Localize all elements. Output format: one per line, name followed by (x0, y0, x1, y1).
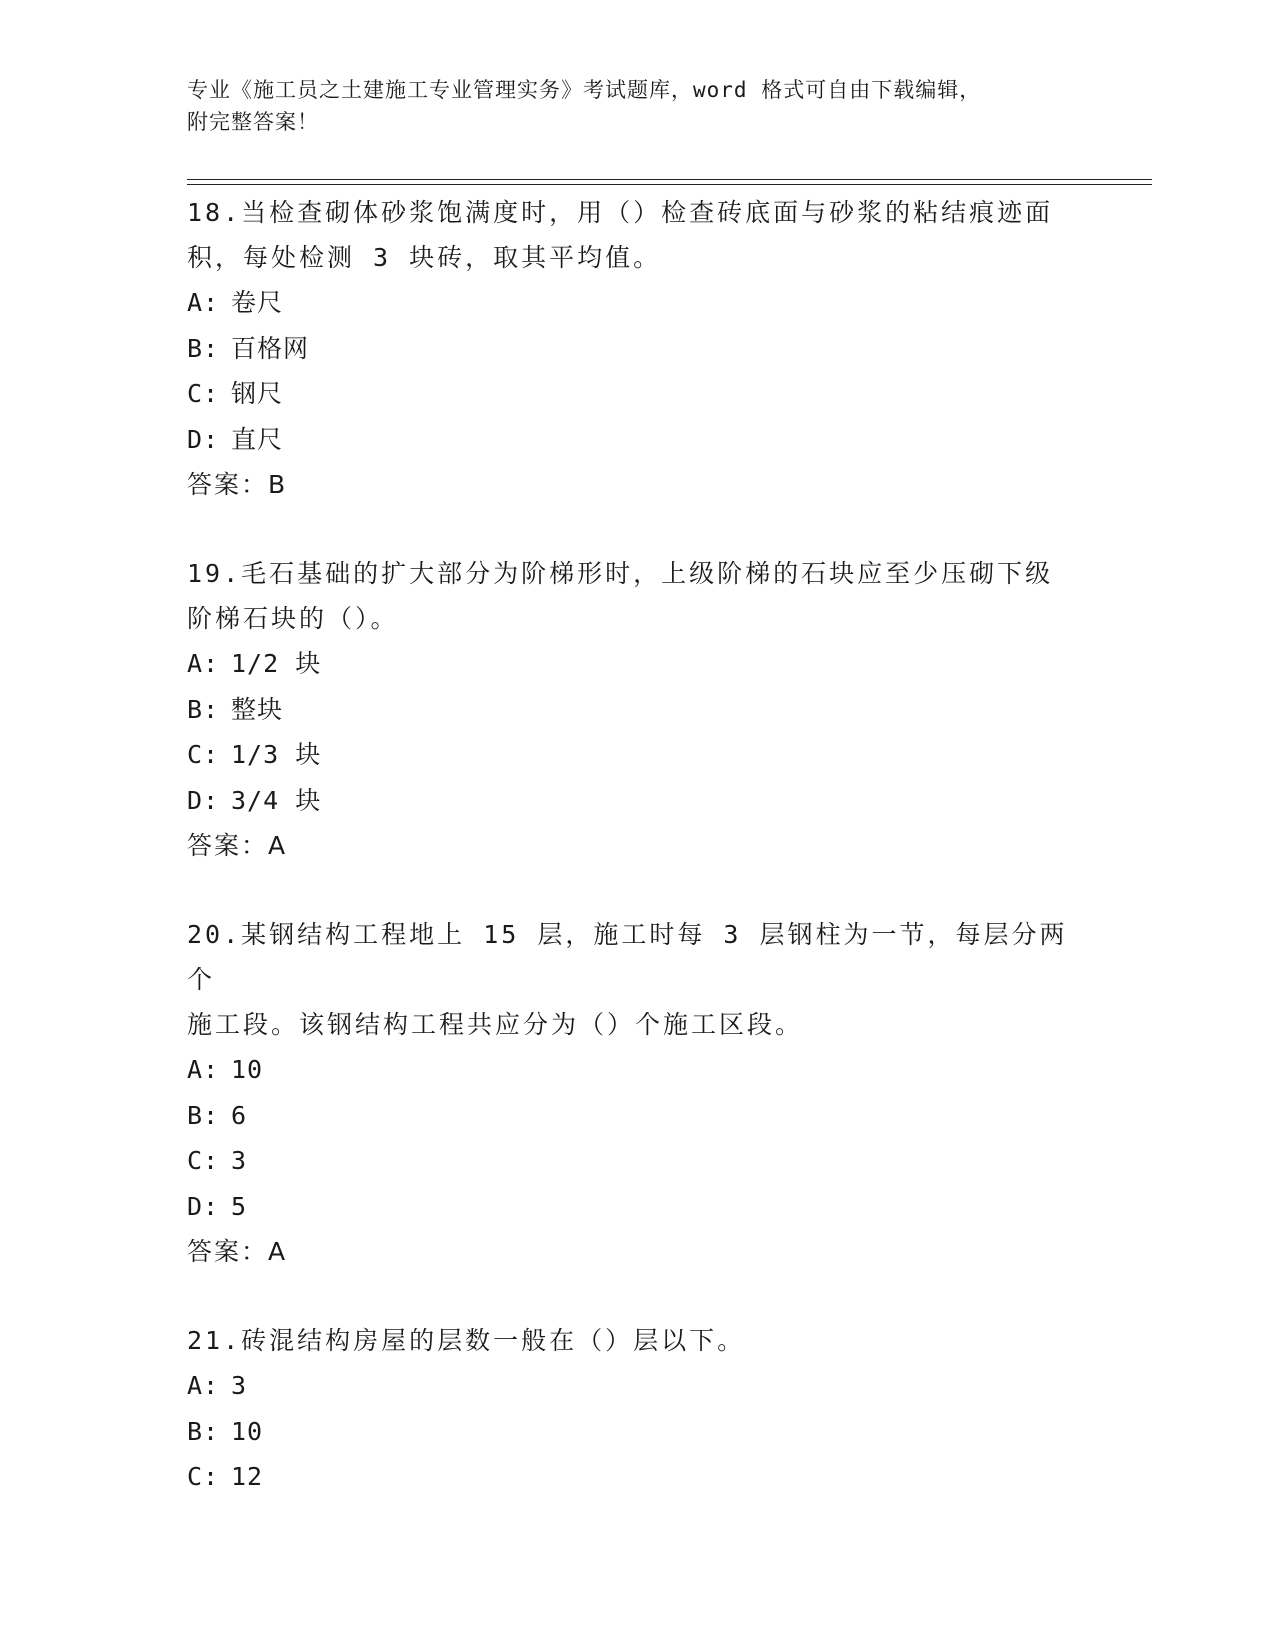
option-key: B: (187, 333, 220, 363)
option-a (187, 641, 1087, 687)
question-list (187, 190, 1087, 1544)
option-b (187, 687, 1087, 733)
option-a (187, 280, 1087, 326)
option-c (187, 1454, 1087, 1500)
question-18 (187, 190, 1087, 507)
option-key: C: (187, 1462, 220, 1491)
option-key: C: (187, 740, 220, 769)
option-c (187, 732, 1087, 778)
option-c (187, 1138, 1087, 1184)
document-header (187, 74, 1067, 138)
option-text: 百格网 (231, 333, 310, 363)
option-key: C: (187, 379, 220, 408)
option-key: D: (187, 785, 220, 815)
option-key: D: (187, 424, 220, 454)
option-text: 1/3 块 (231, 740, 322, 769)
option-c (187, 371, 1087, 417)
question-19 (187, 551, 1087, 868)
option-key: B: (187, 694, 220, 724)
option-text: 直尺 (231, 424, 284, 454)
option-key: B: (187, 1100, 220, 1130)
option-text: 12 (231, 1462, 264, 1491)
answer-line: 答案：A (187, 1237, 288, 1266)
option-a (187, 1047, 1087, 1093)
option-d (187, 1184, 1087, 1230)
question-stem-line: 18.当检查砌体砂浆饱满度时，用（）检查砖底面与砂浆的粘结痕迹面 (187, 198, 1054, 227)
header-line-2: 附完整答案！ (187, 110, 319, 134)
option-text: 10 (231, 1055, 264, 1084)
option-text: 1/2 块 (231, 649, 322, 678)
question-stem-line: 施工段。该钢结构工程共应分为（）个施工区段。 (187, 1010, 804, 1039)
option-key: A: (187, 649, 220, 678)
option-key: C: (187, 1146, 220, 1175)
option-d (187, 417, 1087, 463)
question-stem-line: 21.砖混结构房屋的层数一般在（）层以下。 (187, 1326, 746, 1355)
header-divider-bottom (187, 184, 1152, 185)
question-stem-line: 积，每处检测 3 块砖，取其平均值。 (187, 243, 662, 272)
option-key: D: (187, 1191, 220, 1221)
option-key: A: (187, 288, 220, 317)
option-a (187, 1363, 1087, 1409)
option-text: 6 (231, 1100, 248, 1130)
option-text: 3 (231, 1146, 248, 1175)
option-key: B: (187, 1416, 220, 1446)
option-text: 10 (231, 1416, 264, 1446)
option-key: A: (187, 1371, 220, 1400)
option-text: 卷尺 (231, 288, 284, 317)
option-text: 整块 (231, 694, 284, 724)
answer-line: 答案：A (187, 831, 288, 860)
option-b (187, 1093, 1087, 1139)
option-b (187, 1409, 1087, 1455)
option-key: A: (187, 1055, 220, 1084)
header-divider-top (187, 179, 1152, 180)
option-d (187, 778, 1087, 824)
question-21 (187, 1318, 1087, 1500)
option-b (187, 326, 1087, 372)
option-text: 3/4 块 (231, 785, 322, 815)
question-20 (187, 912, 1087, 1274)
option-text: 5 (231, 1191, 248, 1221)
question-stem-line: 20.某钢结构工程地上 15 层，施工时每 3 层钢柱为一节，每层分两个 (187, 920, 1068, 994)
question-stem-line: 阶梯石块的（）。 (187, 604, 399, 633)
option-text: 3 (231, 1371, 248, 1400)
option-text: 钢尺 (231, 379, 284, 408)
question-stem-line: 19.毛石基础的扩大部分为阶梯形时，上级阶梯的石块应至少压砌下级 (187, 559, 1054, 588)
answer-line: 答案：B (187, 470, 288, 499)
header-line-1: 专业《施工员之土建施工专业管理实务》考试题库，word 格式可自由下载编辑， (187, 78, 982, 102)
